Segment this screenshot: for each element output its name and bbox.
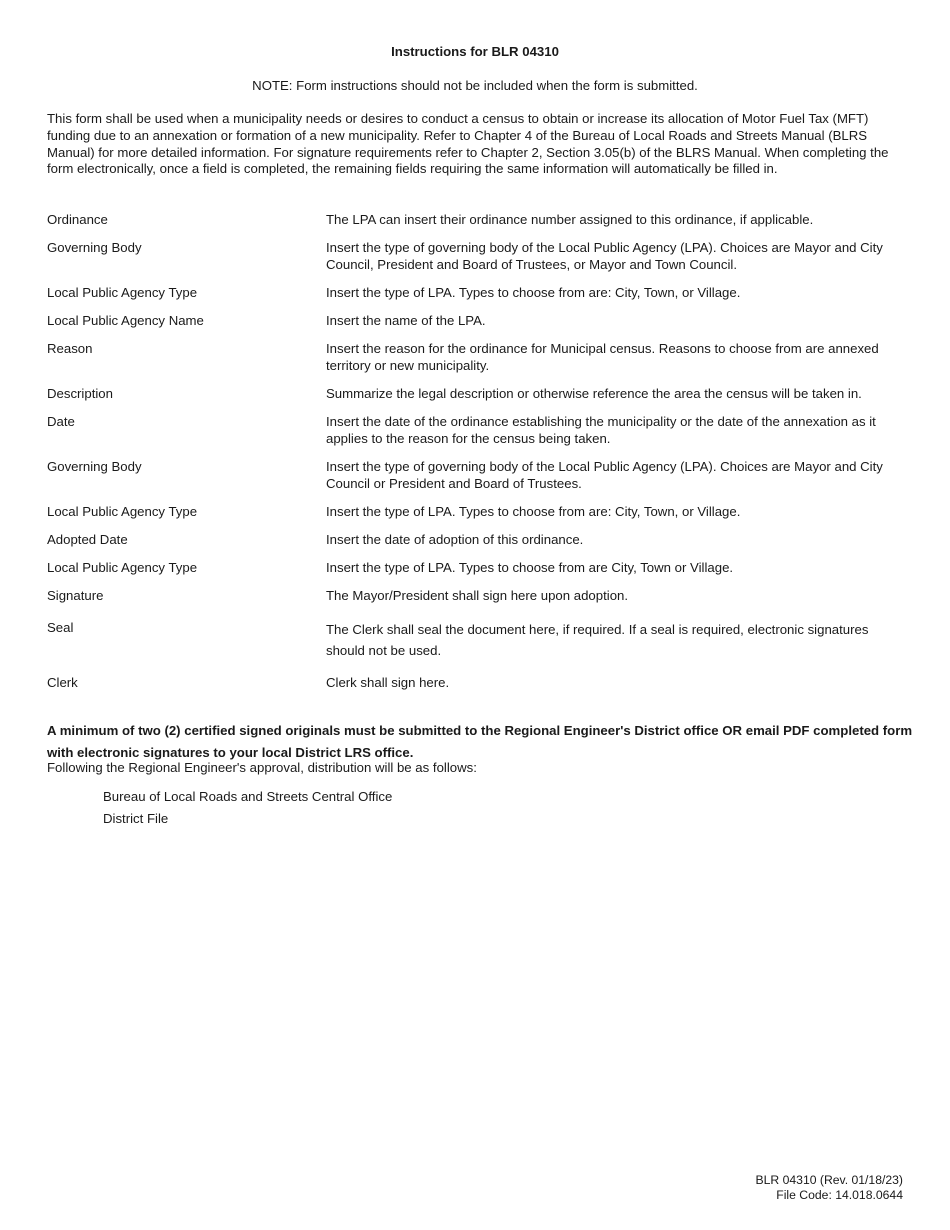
instruction-row: [47, 312, 909, 329]
distribution-intro: Following the Regional Engineer's approval, distribution will be as follows:: [47, 760, 477, 775]
instruction-row: [47, 413, 909, 447]
field-description: Clerk shall sign here.: [326, 675, 450, 690]
field-description: The Mayor/President shall sign here upon adoption.: [326, 588, 629, 603]
instruction-list: [47, 211, 909, 702]
field-label: Adopted Date: [47, 532, 128, 547]
submission-note: NOTE: Form instructions should not be included when the form is submitted.: [252, 78, 698, 93]
list-item: Bureau of Local Roads and Streets Central Office: [103, 789, 393, 804]
page-title: Instructions for BLR 04310: [391, 44, 559, 59]
field-label: Date: [47, 414, 75, 429]
field-label: Governing Body: [47, 459, 142, 474]
field-description: Insert the type of LPA. Types to choose from are City, Town or Village.: [326, 560, 734, 575]
instruction-row: [47, 385, 909, 402]
instruction-row: [47, 674, 909, 691]
field-description: Insert the type of LPA. Types to choose from are: City, Town, or Village.: [326, 504, 741, 519]
instruction-row: [47, 587, 909, 604]
field-label: Reason: [47, 341, 93, 356]
field-label: Governing Body: [47, 240, 142, 255]
field-description: Insert the type of LPA. Types to choose from are: City, Town, or Village.: [326, 285, 741, 300]
intro-paragraph: This form shall be used when a municipality needs or desires to conduct a census to obtain or increase its allocation of Motor Fuel Tax (MFT) funding due to an annexation or formation of a new municipality. Refer to Chapter 4 of the Bureau of Local Roads and Streets Manual (BLRS Manual) for more detailed information. For signature requirements refer to Chapter 2, Section 3.05(b) of the BLRS Manual. When completing the form electronically, once a field is completed, the remaining fields requiring the same information will automatically be filled in.: [47, 111, 889, 177]
field-label: Clerk: [47, 675, 78, 690]
instruction-row: [47, 531, 909, 548]
form-revision: BLR 04310 (Rev. 01/18/23): [755, 1173, 903, 1187]
list-item: District File: [103, 810, 169, 826]
field-label: Local Public Agency Name: [47, 313, 204, 328]
instruction-row: [47, 284, 909, 301]
field-description: The Clerk shall seal the document here, if required. If a seal is required, electronic signatures should not be used.: [326, 622, 869, 658]
field-label: Local Public Agency Type: [47, 504, 198, 519]
form-footer: [756, 1173, 903, 1203]
field-description: Insert the type of governing body of the Local Public Agency (LPA). Choices are Mayor and City Council or President and Board of Trustees.: [326, 459, 883, 491]
field-description: Insert the reason for the ordinance for Municipal census. Reasons to choose from are annexed territory or new municipality.: [326, 341, 879, 373]
field-description: Insert the date of adoption of this ordinance.: [326, 532, 584, 547]
field-label: Seal: [47, 620, 74, 635]
instruction-row: [47, 503, 909, 520]
distribution-list: [103, 786, 392, 829]
field-description: Summarize the legal description or otherwise reference the area the census will be taken in.: [326, 386, 862, 401]
file-code: File Code: 14.018.0644: [776, 1188, 903, 1202]
instruction-row: [47, 211, 909, 228]
instruction-row: [47, 239, 909, 273]
submission-requirement: A minimum of two (2) certified signed originals must be submitted to the Regional Engineer's District office OR email PDF completed form with electronic signatures to your local District LRS office.: [47, 723, 913, 760]
instruction-row: [47, 559, 909, 576]
field-label: Local Public Agency Type: [47, 560, 198, 575]
field-label: Signature: [47, 588, 104, 603]
field-description: Insert the type of governing body of the Local Public Agency (LPA). Choices are Mayor and City Council, President and Board of Trustees, or Mayor and Town Council.: [326, 240, 883, 272]
field-description: Insert the name of the LPA.: [326, 313, 486, 328]
field-label: Ordinance: [47, 212, 108, 227]
field-description: Insert the date of the ordinance establishing the municipality or the date of the annexation as it applies to the reason for the census being taken.: [326, 414, 876, 446]
field-label: Local Public Agency Type: [47, 285, 198, 300]
instruction-row: [47, 340, 909, 374]
instruction-row: [47, 619, 909, 661]
field-description: The LPA can insert their ordinance number assigned to this ordinance, if applicable.: [326, 212, 814, 227]
field-label: Description: [47, 386, 113, 401]
instruction-row: [47, 458, 909, 492]
